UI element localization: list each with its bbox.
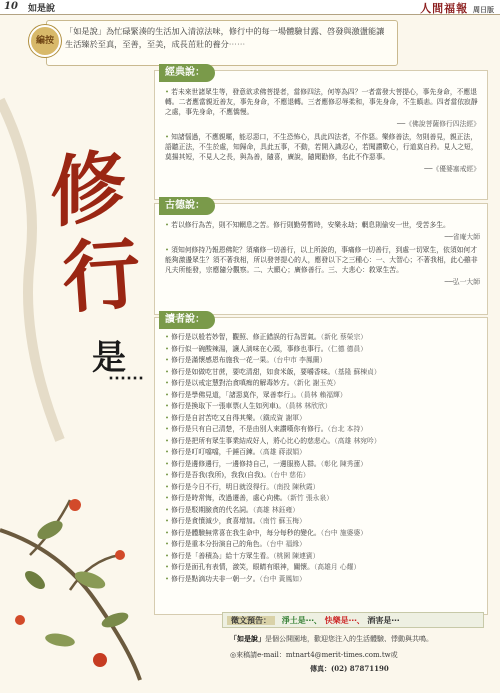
page-number: 10 bbox=[4, 1, 18, 12]
sage-para: • 若以修行為苦，則不知輞息之苦。修行則勤勞暫時，安樂永劫；輞息則偷安一世，受苦多生。 bbox=[165, 220, 480, 230]
sage-panel bbox=[154, 200, 488, 315]
classic-para: • 知諸惱過，不應親暱，能忍惡口，不生恐怖心，具此四法者，不作惡。樂修善法，勿則善見，親正法，語聽正法，不生於處，知歸命，具此五事，不動，若開入識忍心，若聞讚歎心，行道莫自矜。見人之短，莫揚其短，不見人之長，與為善，隨喜，廣說，隨聞勸修，名此不作惡事。 bbox=[165, 132, 480, 162]
page-header bbox=[0, 0, 500, 15]
title-char-shi: 是 bbox=[92, 338, 126, 378]
sage-body bbox=[165, 220, 480, 290]
reader-item: • 修行是點滴功夫非一朝一夕。（台中 黃鳳如） bbox=[165, 574, 485, 586]
notice-email: ◎來稿請e-mail：mtnart4@merit-times.com.tw或 bbox=[230, 651, 398, 659]
editor-note-badge: 編按 bbox=[29, 25, 61, 57]
sage-para: • 須知何修持乃報恩佛陀？須痛修一切善行，以上所說的，事痛修一切善行，到處一切眾生，依須如何才能夠激盪眾生？須不著我相，所以發菩提心的人，應發以下之三種心：一、大智心；不著我相，此心雖非凡夫所能發，宗應隨分觀察。二、大願心；廣修善行。三、大悲心：救眾生苦。 bbox=[165, 245, 480, 275]
reader-item: • 修行是面孔有表情，激笑，眼睛有眼神，關懷。（高雄月 心耀） bbox=[165, 562, 485, 574]
reader-item: • 修行是時常悔，改過遷善，處心向佛。（新竹 張永泉） bbox=[165, 493, 485, 505]
notice-fax: 傳真：(02) 87871190 bbox=[310, 664, 389, 673]
reader-item: • 修行是自討苦吃又自得其樂。（鐵成資 謝軍） bbox=[165, 413, 485, 425]
reader-item: • 修行是如做吃甘蔗，要吃清甜，如食米飯，要嚼香味。（基隆 蘇棟貞） bbox=[165, 367, 485, 379]
reader-item: • 修行是體驗無常喜在我生命中，每分每秒的變化。（台中 施婆婆） bbox=[165, 528, 485, 540]
topic-pure-land: 淨土是⋯、 bbox=[281, 616, 322, 625]
section-name: 如是說 bbox=[28, 4, 56, 14]
reader-item: • 修行是叮叮噹噹，千錘百鍊。（高雄 蔣淑娟） bbox=[165, 447, 485, 459]
intro-text: 「如是說」為忙碌緊湊的生活加入清涼法味，修行中的每一場體驗甘露、啓發與激盪能讓生活臻於至真，至善，至美，成長茁壯的養分⋯⋯ bbox=[65, 26, 385, 49]
classic-cite: ──《佛說菩薩修行四法經》 bbox=[397, 120, 480, 128]
reader-item: • 修行是學佛見道，「諸惡莫作，眾善奉行」。（員林 賴福輝） bbox=[165, 390, 485, 402]
classic-panel bbox=[154, 67, 488, 200]
reader-item: • 修行是滿懷感恩布施我一花一果。（台中市 李鳳蘭） bbox=[165, 355, 485, 367]
reader-item: • 修行是以般若妙智，觀照、修正錯誤的行為習氣。（新化 蔡榮宗） bbox=[165, 332, 485, 344]
classic-body bbox=[165, 87, 480, 177]
call-for-papers-strip bbox=[222, 612, 484, 628]
reader-panel bbox=[154, 314, 488, 615]
topic-alcohol: 酒害是⋯ bbox=[367, 616, 400, 625]
sage-cite: ──弘一大師 bbox=[444, 278, 480, 286]
topic-happiness: 快樂是⋯、 bbox=[324, 616, 365, 625]
notice-description: 「如是說」是個公開園地，歡迎您注入的生活體驗、悸動與共鳴。 bbox=[230, 634, 433, 643]
reader-item: • 修行是以戒定慧對治貪嗔痴的解毒妙方。（新化 謝玉英） bbox=[165, 378, 485, 390]
reader-title: 讀者說： bbox=[159, 311, 215, 329]
reader-item: • 修行是換取下一張車票(人生如列車)。（員林 林欣欣） bbox=[165, 401, 485, 413]
title-ellipsis: ⋯⋯ bbox=[108, 368, 144, 389]
sage-cite: ──省庵大師 bbox=[444, 233, 480, 241]
reader-item: • 修行似一碗酸辣湯，讓人淌味在心頭，事修也事行。（仁德 德員） bbox=[165, 344, 485, 356]
notice-box bbox=[222, 612, 484, 682]
reader-item: • 修行是吾我(我所)，我我(自我)。（台中 慈佑） bbox=[165, 470, 485, 482]
sage-title: 古德說： bbox=[159, 197, 215, 215]
reader-item: • 修行是把所有眾生事業結成好人，將心比心的慈悲心。（高雄 林宛吟） bbox=[165, 436, 485, 448]
call-for-papers-tag: 徵文預告： bbox=[227, 616, 275, 625]
classic-cite: ──《優婆塞戒經》 bbox=[424, 165, 480, 173]
reader-item: • 修行是駁期臉貪的代名詞。（高雄 林鈺雍） bbox=[165, 505, 485, 517]
classic-para: • 若未來世諸眾生等，發意欲求佛菩提者，當修四法，何等為四？一者當發大菩提心，事先身命，不應退轉。二者應當親近善友，事先身命，不應退轉。三者應修忍辱柔和，事先身命，不生瞋恚。四者當依寂靜之處，事先身命，不應憍慢。 bbox=[165, 87, 480, 117]
reader-list bbox=[165, 332, 485, 585]
masthead: 人間福報 周日版 bbox=[420, 2, 494, 15]
classic-title: 經典說： bbox=[159, 64, 215, 82]
reader-item: • 修行是重本分扮演自己的角色。（台中 福緣） bbox=[165, 539, 485, 551]
title-char-xiu: 修 bbox=[50, 138, 126, 239]
title-char-xing: 行 bbox=[59, 228, 144, 325]
reader-item: • 修行是只有自己清楚，不是由別人來讚嘆你有修行。（台北 本持） bbox=[165, 424, 485, 436]
reader-item: • 修行是邊修邊行，一邊修持自己，一邊服務人群。（彰化 陳秀蓮） bbox=[165, 459, 485, 471]
reader-item: • 修行是今日不行，明日就沒得行。（南投 陳秋霞） bbox=[165, 482, 485, 494]
reader-item: • 修行是貪憤減少，貪喜增加。（南竹 蘇玉梅） bbox=[165, 516, 485, 528]
reader-item: • 修行是「善積為」給十方眾生看。（桃園 陳連賓） bbox=[165, 551, 485, 563]
